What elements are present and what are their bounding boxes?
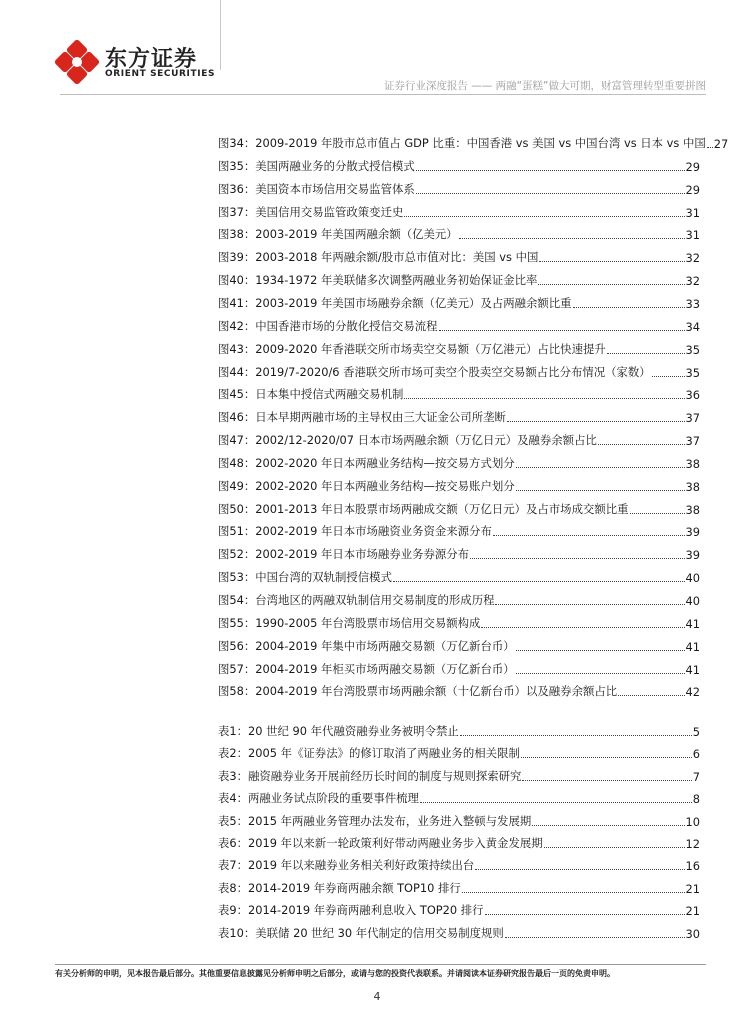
dot-leader <box>544 847 685 848</box>
dot-leader <box>459 238 685 239</box>
entry-title: 图36：美国资本市场信用交易监管体系 <box>218 181 415 196</box>
entry-title: 表7：2019 年以来融券业务相关利好政策持续出台 <box>218 858 475 873</box>
figure-entry[interactable] <box>218 546 700 562</box>
entry-page-number: 38 <box>685 479 700 494</box>
table-entry[interactable] <box>218 902 700 918</box>
entry-page-number: 40 <box>685 594 700 608</box>
brand-name-cn: 东方证券 <box>105 47 198 72</box>
dot-leader <box>607 353 685 354</box>
entry-page-number: 29 <box>685 182 700 197</box>
dot-leader <box>516 467 685 468</box>
dot-leader <box>393 581 685 582</box>
dot-leader <box>532 825 684 826</box>
dot-leader <box>598 444 685 445</box>
entry-title: 图54：台湾地区的两融双轨制信用交易制度的形成历程 <box>218 593 495 607</box>
dot-leader <box>416 170 685 171</box>
orient-securities-logo-icon <box>55 40 99 84</box>
entry-title: 图57：2004-2019 年柜买市场两融交易额（万亿新台币） <box>218 661 515 676</box>
entry-page-number: 40 <box>685 571 700 586</box>
entry-title: 表9：2014-2019 年券商两融利息收入 TOP20 排行 <box>218 903 484 918</box>
figure-entry[interactable] <box>218 409 700 425</box>
entry-page-number: 37 <box>685 411 700 426</box>
figure-entry[interactable] <box>218 226 700 242</box>
entry-page-number: 35 <box>685 342 700 357</box>
entry-title: 图50：2001-2013 年日本股票市场两融成交额（万亿日元）及占市场成交额比重 <box>218 501 629 516</box>
entry-page-number: 41 <box>685 639 700 654</box>
dot-leader <box>521 757 692 758</box>
dot-leader <box>420 802 692 803</box>
figure-entry[interactable] <box>218 318 700 334</box>
figure-entry[interactable] <box>218 638 700 654</box>
figure-entry[interactable] <box>218 158 700 174</box>
figure-entry[interactable] <box>218 249 700 265</box>
figure-entry[interactable] <box>218 455 700 471</box>
entry-title: 表10：美联储 20 世纪 30 年代制定的信用交易制度规则 <box>218 925 504 940</box>
footer-divider <box>55 964 706 965</box>
dot-leader <box>475 869 684 870</box>
entry-page-number: 38 <box>685 502 700 517</box>
dot-leader <box>495 604 684 605</box>
entry-page-number: 39 <box>685 525 700 540</box>
figure-entry[interactable] <box>218 615 700 631</box>
entry-page-number: 21 <box>685 904 700 919</box>
entry-page-number: 7 <box>692 769 700 784</box>
brand-name-en: ORIENT SECURITIES <box>105 69 216 79</box>
dot-leader <box>516 490 685 491</box>
entry-page-number: 37 <box>685 434 700 449</box>
entry-title: 图51：2002-2019 年日本市场融资业务资金来源分布 <box>218 524 492 539</box>
entry-title: 图39：2003-2018 年两融余额/股市总市值对比：美国 vs 中国 <box>218 250 539 265</box>
entry-page-number: 31 <box>685 205 700 220</box>
dot-leader <box>485 914 685 915</box>
table-entry[interactable] <box>218 768 700 784</box>
dot-leader <box>618 695 684 696</box>
entry-page-number: 29 <box>685 159 700 174</box>
entry-title: 图46：日本早期两融市场的主导权由三大证金公司所垄断 <box>218 410 506 425</box>
table-entry[interactable] <box>218 745 700 761</box>
table-entry[interactable] <box>218 723 700 739</box>
dot-leader <box>538 284 684 285</box>
figure-entry[interactable] <box>218 364 700 380</box>
entry-title: 表4：两融业务试点阶段的重要事件梳理 <box>218 791 419 806</box>
dot-leader <box>516 650 685 651</box>
figure-entry[interactable] <box>218 523 700 539</box>
entry-page-number: 34 <box>685 319 700 334</box>
figure-entry[interactable] <box>218 181 700 197</box>
entry-title: 图55：1990-2005 年台湾股票市场信用交易额构成 <box>218 615 481 630</box>
figure-entry[interactable] <box>218 478 700 494</box>
entry-page-number: 42 <box>685 685 700 700</box>
table-entry[interactable] <box>218 880 700 896</box>
entry-page-number: 12 <box>685 837 700 851</box>
table-entry[interactable] <box>218 857 700 873</box>
entry-page-number: 38 <box>685 456 700 471</box>
figure-entry[interactable] <box>218 683 700 699</box>
dot-leader <box>493 535 685 536</box>
disclaimer: 有关分析师的申明，见本报告最后部分。其他重要信息披露见分析师申明之后部分，或请与您的投资代表联系。并请阅读本证券研究报告最后一页的免责申明。 <box>55 969 615 978</box>
entry-title: 图56：2004-2019 年集中市场两融交易额（万亿新台币） <box>218 638 515 653</box>
table-entry[interactable] <box>218 925 700 941</box>
entry-title: 图45：日本集中授信式两融交易机制 <box>218 387 404 402</box>
table-entry[interactable] <box>218 813 700 829</box>
entry-page-number: 16 <box>685 859 700 874</box>
entry-page-number: 31 <box>685 228 700 243</box>
entry-title: 图48：2002-2020 年日本两融业务结构—按交易方式划分 <box>218 455 515 470</box>
entry-title: 图34：2009-2019 年股市总市值占 GDP 比重：中国香港 vs 美国 vs 中国台湾 vs 日本 vs 中国 <box>218 136 706 150</box>
entry-page-number: 41 <box>685 616 700 631</box>
entry-page-number: 5 <box>692 725 700 739</box>
dot-leader <box>507 421 685 422</box>
figure-entry[interactable] <box>218 432 700 448</box>
figure-entry[interactable] <box>218 661 700 677</box>
figure-entry[interactable] <box>218 341 700 357</box>
entry-title: 表5：2015 年两融业务管理办法发布，业务进入整顿与发展期 <box>218 813 532 828</box>
entry-title: 图35：美国两融业务的分散式授信模式 <box>218 158 415 173</box>
entry-page-number: 27 <box>713 137 729 151</box>
entry-page-number: 39 <box>685 548 700 563</box>
figure-entry[interactable] <box>218 295 700 311</box>
figure-entry[interactable] <box>218 569 700 585</box>
entry-title: 表3：融资融券业务开展前经历长时间的制度与规则探索研究 <box>218 768 522 783</box>
dot-leader <box>630 513 685 514</box>
entry-title: 表1：20 世纪 90 年代融资融券业务被明令禁止 <box>218 724 459 738</box>
dot-leader <box>522 780 691 781</box>
figure-entry[interactable] <box>218 272 700 288</box>
dot-leader <box>462 892 685 893</box>
entry-page-number: 8 <box>692 792 700 807</box>
entry-page-number: 21 <box>685 881 700 896</box>
entry-page-number: 32 <box>685 274 700 289</box>
dot-leader <box>439 330 685 331</box>
entry-title: 图37：美国信用交易监管政策变迁史 <box>218 204 404 219</box>
figure-entry[interactable] <box>218 592 700 608</box>
entry-title: 图44：2019/7-2020/6 香港联交所市场可卖空个股卖空交易额占比分布情况（家数） <box>218 364 651 379</box>
entry-title: 图53：中国台湾的双轨制授信模式 <box>218 570 392 585</box>
entry-page-number: 33 <box>685 296 700 311</box>
dot-leader <box>404 216 684 217</box>
entry-title: 图42：中国香港市场的分散化授信交易流程 <box>218 318 438 333</box>
figure-entry[interactable] <box>218 501 700 517</box>
entry-page-number: 30 <box>685 926 700 941</box>
entry-title: 图49：2002-2020 年日本两融业务结构—按交易账户划分 <box>218 478 515 493</box>
table-entry[interactable] <box>218 835 700 851</box>
header-divider-vertical <box>220 0 221 70</box>
dot-leader <box>707 147 713 148</box>
dot-leader <box>573 307 685 308</box>
dot-leader <box>460 735 692 736</box>
dot-leader <box>539 261 684 262</box>
entry-title: 表6：2019 年以来新一轮政策利好带动两融业务步入黄金发展期 <box>218 836 543 850</box>
dot-leader <box>516 673 685 674</box>
entry-title: 图40：1934-1972 年美联储多次调整两融业务初始保证金比率 <box>218 273 538 288</box>
entry-title: 表8：2014-2019 年券商两融余额 TOP10 排行 <box>218 880 461 895</box>
entry-page-number: 32 <box>685 251 700 266</box>
dot-leader <box>470 558 684 559</box>
entry-title: 表2：2005 年《证券法》的修订取消了两融业务的相关限制 <box>218 746 520 761</box>
entry-title: 图52：2002-2019 年日本市场融券业务券源分布 <box>218 547 470 562</box>
entry-page-number: 35 <box>685 365 700 380</box>
entry-page-number: 36 <box>685 388 700 403</box>
dot-leader <box>652 376 685 377</box>
entry-title: 图38：2003-2019 年美国两融余额（亿美元） <box>218 227 458 242</box>
entry-title: 图47：2002/12-2020/07 日本市场两融余额（万亿日元）及融券余额占比 <box>218 433 597 448</box>
figure-entry[interactable] <box>218 135 729 151</box>
company-logo <box>55 40 215 84</box>
dot-leader <box>481 627 684 628</box>
entry-title: 图41：2003-2019 年美国市场融券余额（亿美元）及占两融余额比重 <box>218 295 572 310</box>
dot-leader <box>416 193 685 194</box>
report-title: 证券行业深度报告 —— 两融“蛋糕”做大可期，财富管理转型重要拼图 <box>383 80 706 92</box>
dot-leader <box>505 937 685 938</box>
figure-entry[interactable] <box>218 386 700 402</box>
dot-leader <box>404 398 684 399</box>
entry-title: 图43：2009-2020 年香港联交所市场卖空交易额（万亿港元）占比快速提升 <box>218 341 606 356</box>
entry-page-number: 41 <box>685 662 700 677</box>
page-number: 4 <box>373 990 381 1003</box>
figure-entry[interactable] <box>218 204 700 220</box>
table-entry[interactable] <box>218 790 700 806</box>
entry-title: 图58：2004-2019 年台湾股票市场两融余额（十亿新台币）以及融券余额占比 <box>218 684 618 699</box>
entry-page-number: 6 <box>692 747 700 762</box>
header-divider <box>60 94 706 95</box>
entry-page-number: 10 <box>685 814 700 829</box>
